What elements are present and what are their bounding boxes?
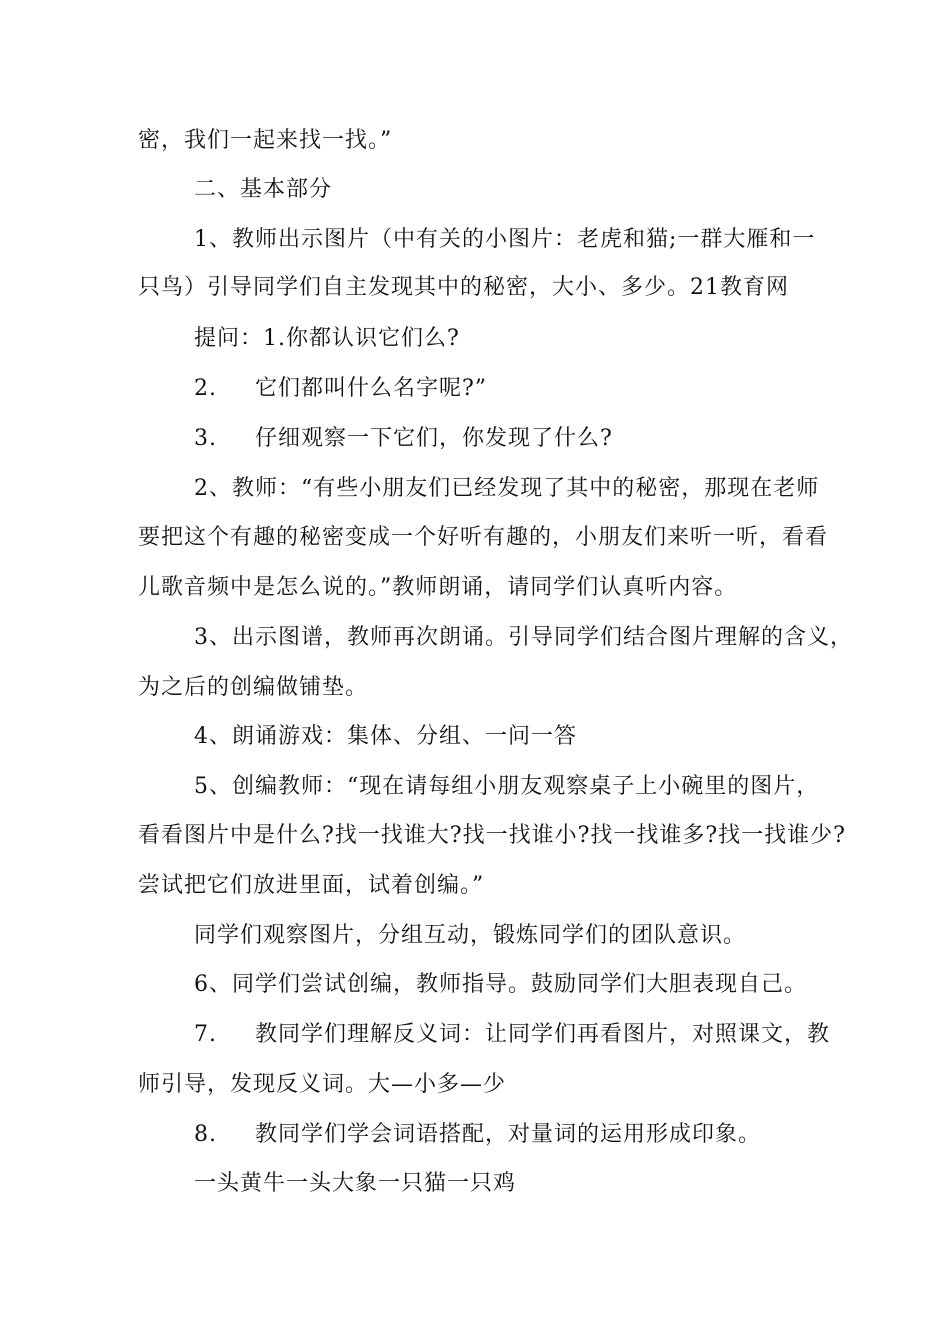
text-line: 提问：1.你都认识它们么? [194,326,460,351]
list-text: 教同学们理解反义词：让同学们再看图片，对照课文，教 [255,1022,831,1047]
list-text: 它们都叫什么名字呢?” [255,376,488,401]
text-line: 3、出示图谱，教师再次朗诵。引导同学们结合图片理解的含义， [194,625,853,650]
list-number: 7. [194,1022,217,1047]
numbered-line [194,374,487,404]
numbered-line [194,424,613,454]
text-line: 尝试把它们放进里面，试着创编。” [138,873,485,898]
text-line: 4、朗诵游戏：集体、分组、一问一答 [194,724,577,749]
list-number: 2. [194,376,217,401]
numbered-line [194,1120,761,1150]
text-line: 同学们观察图片，分组互动，锻炼同学们的团队意识。 [194,923,747,948]
text-line: 要把这个有趣的秘密变成一个好听有趣的，小朋友们来听一听，看看 [138,525,829,550]
list-text: 仔细观察一下它们，你发现了什么? [255,426,613,451]
text-line: 看看图片中是什么?找一找谁大?找一找谁小?找一找谁多?找一找谁少? [138,823,846,848]
text-line: 为之后的创编做铺垫。 [138,675,369,700]
text-line: 只鸟）引导同学们自主发现其中的秘密，大小、多少。21教育网 [138,275,789,300]
text-line: 5、创编教师：“现在请每组小朋友观察桌子上小碗里的图片， [194,774,820,799]
text-line: 6、同学们尝试创编，教师指导。鼓励同学们大胆表现自己。 [194,972,807,997]
text-line: 儿歌音频中是怎么说的。”教师朗诵，请同学们认真听内容。 [138,575,738,600]
list-text: 教同学们学会词语搭配，对量词的运用形成印象。 [255,1122,762,1147]
section-heading: 二、基本部分 [194,177,333,202]
list-number: 3. [194,426,217,451]
text-line: 一头黄牛一头大象一只猫一只鸡 [194,1171,517,1196]
text-line: 2、教师：“有些小朋友们已经发现了其中的秘密，那现在老师 [194,476,820,501]
text-line: 1、教师出示图片（中有关的小图片：老虎和猫;一群大雁和一 [194,227,816,252]
numbered-line [194,1020,830,1050]
list-number: 8. [194,1122,217,1147]
text-line: 密，我们一起来找一找。” [138,128,393,153]
text-line: 师引导，发现反义词。大—小多—少 [138,1072,507,1097]
